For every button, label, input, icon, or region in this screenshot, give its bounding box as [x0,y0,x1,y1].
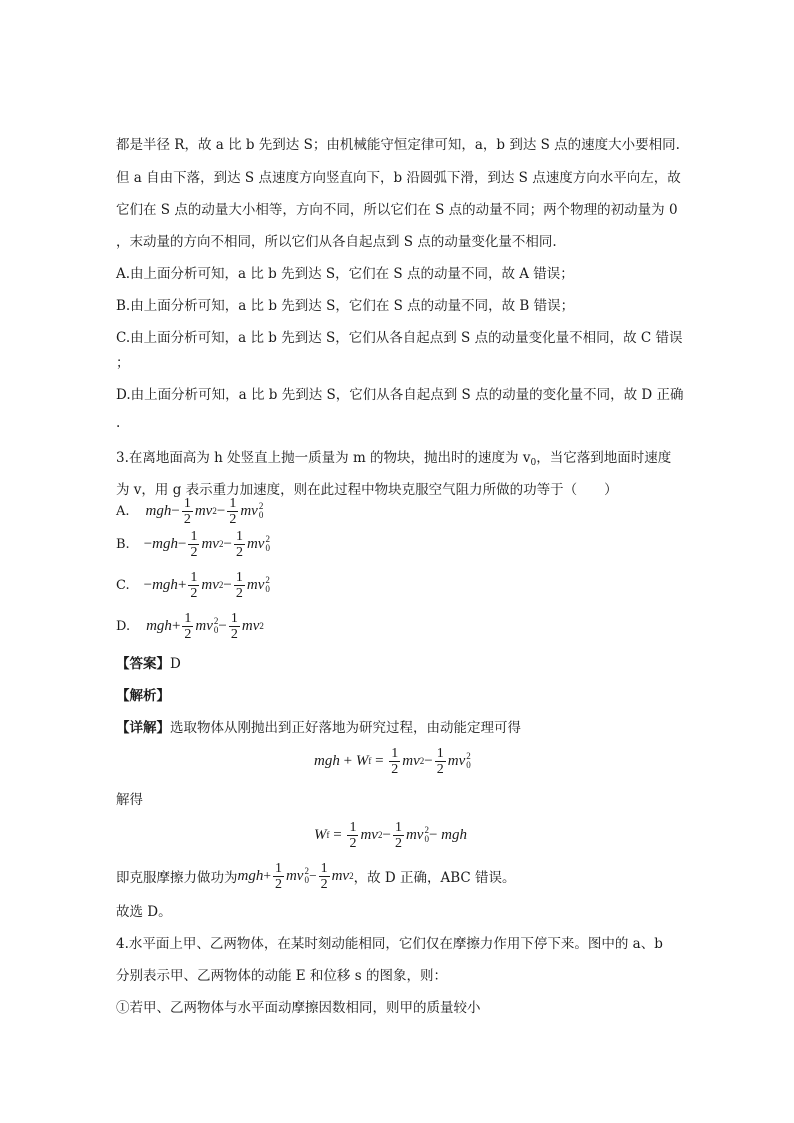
question-4-line-1: 4.水平面上甲、乙两物体，在某时刻动能相同，它们仅在摩擦力作用下停下来。图中的 a、b [116,936,663,952]
equation-energy-theorem: mgh + W f = $\frac{1}{2}$ mv 2 − $\frac{1}{2}$ mv 2 0 [314,745,471,777]
option-c-explanation: C.由上面分析可知，a 比 b 先到达 S，它们从各自起点到 S 点的动量变化量不相同，故 C 错误 [116,330,683,346]
option-d[interactable]: D. mgh + $\frac{1}{2}$ mv 2 0 − $\frac{1}{2}$ mv 2 [116,610,264,642]
text-line: 都是半径 R，故 a 比 b 先到达 S；由机械能守恒定律可知，a，b 到达 S 点的速度大小要相同. [116,137,680,153]
option-b[interactable]: B. − mgh − $\frac{1}{2}$ mv 2 − $\frac{1}{2}$ mv 2 0 [116,528,270,560]
answer-label: 【答案】 [116,656,170,672]
option-a-explanation: A.由上面分析可知，a 比 b 先到达 S，它们在 S 点的动量不同，故 A 错误； [116,266,574,282]
detail-label: 【详解】 [116,720,170,736]
option-a-label: A. [116,503,130,519]
option-c[interactable]: C. − mgh + $\frac{1}{2}$ mv 2 − $\frac{1}{2}$ mv 2 0 [116,569,270,601]
option-d-explanation: D.由上面分析可知，a 比 b 先到达 S，它们从各自起点到 S 点的动量的变化量不同，故 D 正确 [116,387,684,403]
question-3-text-end: ，当它落到地面时速度 [536,450,672,466]
detail-line [116,719,521,737]
text-line: . [116,415,121,431]
answer-value: D [170,656,181,672]
analysis-label: 【解析】 [116,688,170,704]
conclusion-text: 即克服摩擦力做功为 [116,870,238,886]
question-3-text: 3.在离地面高为 h 处竖直上抛一质量为 m 的物块，抛出时的速度为 v [116,450,531,466]
solve-label: 解得 [116,792,143,808]
detail-text: 选取物体从刚抛出到正好落地为研究过程，由动能定理可得 [170,720,521,736]
question-4-line-2: 分别表示甲、乙两物体的动能 E 和位移 s 的图象，则： [116,968,447,984]
answer-line [116,655,181,673]
text-line: ，末动量的方向不相同，所以它们从各自起点到 S 点的动量变化量不相同. [116,234,557,250]
conclusion-line: 即克服摩擦力做功为 mgh + $\frac{1}{2}$ mv 2 0 − $\frac{1}{2}$ mv 2 ，故 D 正确，ABC 错误。 [116,860,516,892]
v0-subscript: 0 [530,458,537,468]
equation-work-solution: W f = $\frac{1}{2}$ mv 2 − $\frac{1}{2}$ mv 2 0 − mgh [314,819,467,851]
question-3-line-2: 为 v，用 g 表示重力加速度，则在此过程中物块克服空气阻力所做的功等于（ ） [116,482,618,498]
text-line: 但 a 自由下落，到达 S 点速度方向竖直向下，b 沿圆弧下滑，到达 S 点速度方向水平向左，故 [116,170,681,186]
choose-line: 故选 D。 [116,904,172,920]
question-4-statement-1: ①若甲、乙两物体与水平面动摩擦因数相同，则甲的质量较小 [116,1000,481,1016]
option-a[interactable]: A. mgh − $\frac{1}{2}$ mv 2 − $\frac{1}{2}$ mv 2 0 [116,495,264,527]
question-3-line-1 [116,449,671,472]
option-b-label: B. [116,536,130,552]
text-line: ； [116,355,130,371]
text-line: 它们在 S 点的动量大小相等，方向不同，所以它们在 S 点的动量不同；两个物理的初动量为 0 [116,202,678,218]
option-c-label: C. [116,577,130,593]
option-b-explanation: B.由上面分析可知，a 比 b 先到达 S，它们在 S 点的动量不同，故 B 错误； [116,298,575,314]
option-d-label: D. [116,618,131,634]
conclusion-text-end: ，故 D 正确，ABC 错误。 [353,870,516,886]
